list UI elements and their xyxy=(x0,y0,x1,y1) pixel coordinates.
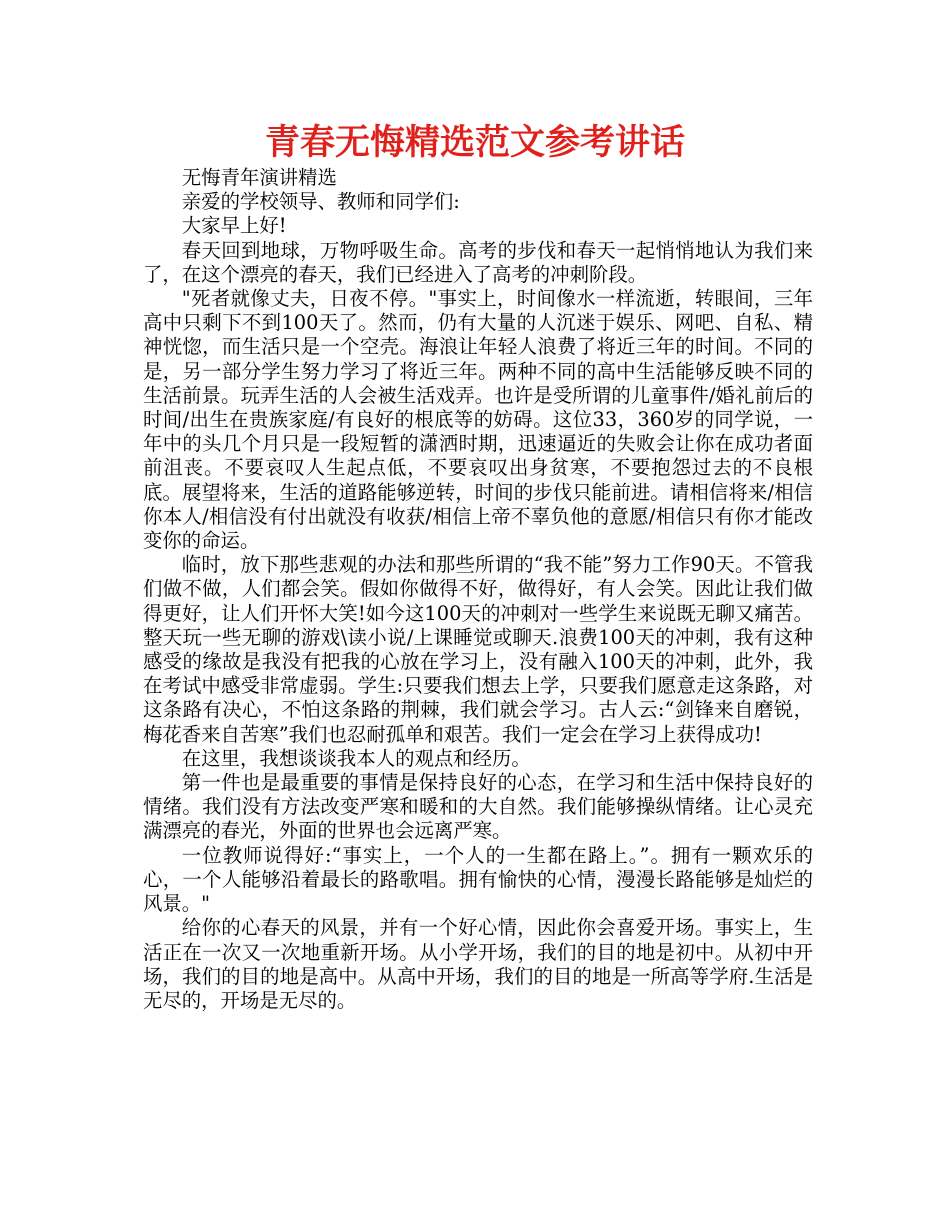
paragraph-new-start: 给你的心春天的风景，并有一个好心情，因此你会喜爱开场。事实上，生活正在一次又一次地重新开场。从小学开场，我们的目的地是初中。从初中开场，我们的目的地是高中。从高中开场，我们的目的地是一所高等学府.生活是无尽的，开场是无尽的。 xyxy=(143,916,813,1012)
paragraph-greeting: 大家早上好! xyxy=(181,214,287,238)
paragraph-experience-intro: 在这里，我想谈谈我本人的观点和经历。 xyxy=(181,746,531,770)
paragraph-salutation: 亲爱的学校领导、教师和同学们: xyxy=(181,190,460,214)
paragraph-time-flies: "死者就像丈夫，日夜不停。"事实上，时间像水一样流逝，转眼间，三年高中只剩下不到100天了。然而，仍有大量的人沉迷于娱乐、网吧、自私、精神恍惚，而生活只是一个空壳。海浪让年轻人浪费了将近三年的时间。不同的是，另一部分学生努力学习了将近三年。两种不同的高中生活能够反映不同的生活前景。玩弄生活的人会被生活戏弄。也许是受所谓的儿童事件/婚礼前后的时间/出生在贵族家庭/有良好的根底等的妨碍。这位33，360岁的同学说，一年中的头几个月只是一段短暂的潇洒时期，迅速逼近的失败会让你在成功者面前沮丧。不要哀叹人生起点低，不要哀叹出身贫寒，不要抱怨过去的不良根底。展望将来，生活的道路能够逆转，时间的步伐只能前进。请相信将来/相信你本人/相信没有付出就没有收获/相信上帝不辜负他的意愿/相信只有你才能改变你的命运。 xyxy=(143,287,813,553)
paragraph-teacher-quote: 一位教师说得好:“事实上，一个人的一生都在路上。”。拥有一颗欢乐的心，一个人能够沿着最长的路歌唱。拥有愉快的心情，漫漫长路能够是灿烂的风景。" xyxy=(143,843,813,916)
paragraph-hard-work: 临时，放下那些悲观的办法和那些所谓的“我不能”努力工作90天。不管我们做不做，人们都会笑。假如你做得不好，做得好，有人会笑。因此让我们做得更好，让人们开怀大笑!如今这100天的冲刺对一些学生来说既无聊又痛苦。整天玩一些无聊的游戏\读小说/上课睡觉或聊天.浪费100天的冲刺，我有这种感受的缘故是我没有把我的心放在学习上，没有融入100天的冲刺，此外，我在考试中感受非常虚弱。学生:只要我们想去上学，只要我们愿意走这条路，对这条路有决心，不怕这条路的荆棘，我们就会学习。古人云:“剑锋来自磨锐，梅花香来自苦寒”我们也忍耐孤单和艰苦。我们一定会在学习上获得成功! xyxy=(143,553,813,746)
paragraph-spring: 春天回到地球，万物呼吸生命。高考的步伐和春天一起悄悄地认为我们来了，在这个漂亮的春天，我们已经进入了高考的冲刺阶段。 xyxy=(143,238,813,286)
paragraph-speech-subtitle: 无悔青年演讲精选 xyxy=(181,166,337,189)
document-body xyxy=(143,166,813,1013)
paragraph-good-mood: 第一件也是最重要的事情是保持良好的心态，在学习和生活中保持良好的情绪。我们没有方法改变严寒和暖和的大自然。我们能够操纵情绪。让心灵充满漂亮的春光，外面的世界也会远离严寒。 xyxy=(143,771,813,843)
document-title: 青春无悔精选范文参考讲话 xyxy=(264,123,685,163)
